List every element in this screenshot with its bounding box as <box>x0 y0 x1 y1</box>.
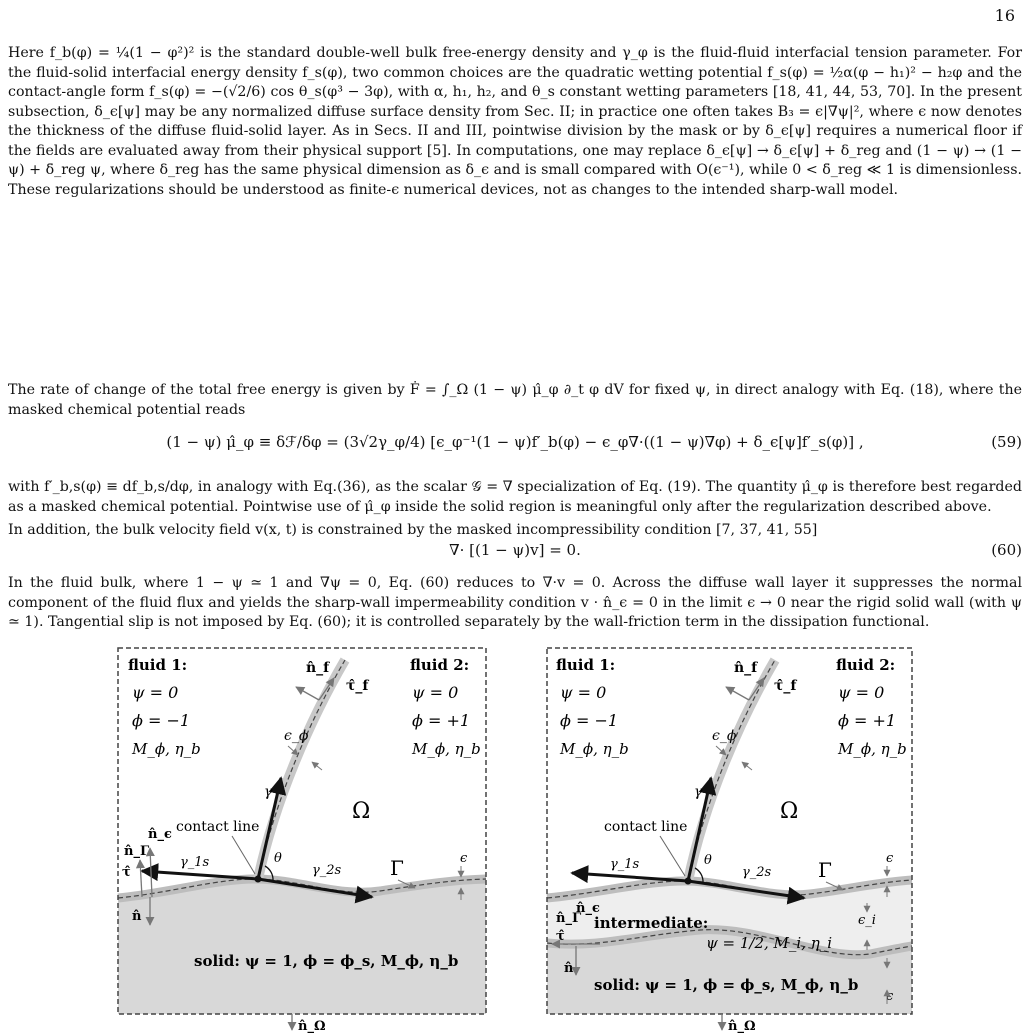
right-eps-label: ϵ <box>886 851 894 866</box>
right-fluid2-psi: ψ = 0 <box>838 683 885 702</box>
left-contact-point <box>255 876 262 883</box>
right-n-label: n̂ <box>564 961 574 976</box>
right-nGamma-label: n̂_Γ <box>556 911 582 926</box>
paragraph-3: with f′_b,s(φ) ≡ df_b,s/dφ, in analogy with Eq.(36), as the scalar 𝒢 = ∇ specialization of Eq. (19). The quantity μ̂_φ is therefore best regarded as a masked chemical potential. Pointwise use of μ̂_φ inside the solid region is meaningful only after the regularization described above. <box>8 479 1022 515</box>
left-theta-label: θ <box>274 851 282 866</box>
left-fluid2-psi: ψ = 0 <box>412 683 459 702</box>
left-contact-line-label: contact line <box>176 819 260 835</box>
right-tf-label: τ̂_f <box>774 678 797 694</box>
right-fluid1-title: fluid 1: <box>556 656 616 674</box>
left-n-label: n̂ <box>132 909 142 924</box>
left-nGamma-label: n̂_Γ <box>124 844 150 859</box>
equation-59-number: (59) <box>991 433 1022 451</box>
left-fluid2-params: M_ϕ, η_b <box>412 740 481 758</box>
left-nf-arrow <box>296 687 319 700</box>
equation-59-content: (1 − ψ) μ̂_φ ≡ δℱ/δφ = (3√2γ_φ/4) [ϵ_φ⁻¹(1 − ψ)f′_b(φ) − ϵ_φ∇·((1 − ψ)∇φ) + δ_ϵ[ψ]f′_s(φ)] , <box>166 433 864 451</box>
right-nf-arrow <box>726 687 749 700</box>
figure <box>0 630 1029 1035</box>
right-Gamma-label: Γ <box>818 858 832 882</box>
right-gamma2s-label: γ_2s <box>742 865 772 880</box>
left-fluid1-params: M_ϕ, η_b <box>132 740 201 758</box>
left-fluid1-phi: ϕ = −1 <box>132 711 191 730</box>
right-eps-phi-label: ϵ_ϕ <box>712 728 737 744</box>
left-solid-label: solid: ψ = 1, ϕ = ϕ_s, M_ϕ, η_b <box>194 952 459 970</box>
right-fluid1-phi: ϕ = −1 <box>560 711 619 730</box>
left-eps-phi-arrow-out <box>312 762 322 770</box>
right-intermediate-label: intermediate: <box>594 914 709 932</box>
right-solid-label: solid: ψ = 1, ϕ = ϕ_s, M_ϕ, η_b <box>594 976 859 994</box>
right-gamma1s-label: γ_1s <box>610 857 640 872</box>
equation-60-content: ∇· [(1 − ψ)v] = 0. <box>449 541 581 559</box>
right-fluid2-phi: ϕ = +1 <box>838 711 897 730</box>
left-nOmega-label: n̂_Ω <box>298 1019 326 1034</box>
right-fluid2-title: fluid 2: <box>836 656 896 674</box>
paragraph-1: Here f_b(φ) = ¼(1 − φ²)² is the standard double-well bulk free-energy density and γ_φ is the fluid-fluid interfacial tension parameter. For the fluid-solid interfacial energy density f_s(φ), two common choices are the quadratic wetting potential f_s(φ) = ½α(φ − h₁)² − h₂φ and the contact-angle form f_s(φ) = −(√2/6) cos θ_s(φ³ − 3φ), with α, h₁, h₂, and θ_s constant wetting parameters [18, 41, 44, 53, 70]. In the present subsection, δ_ϵ[ψ] may be any normalized diffuse surface density from Sec. II; in practice one often takes B₃ = ϵ|∇ψ|², where ϵ now denotes the thickness of the diffuse fluid-solid layer. As in Secs. II and III, pointwise division by the mask or by δ_ϵ[ψ] requires a numerical floor if the fields are evaluated away from their physical support [5]. In computations, one may replace δ_ϵ[ψ] → δ_ϵ[ψ] + δ_reg and (1 − ψ) → (1 − ψ) + δ̄_reg ψ, where δ_reg has the same physical dimension as δ_ϵ and is small compared with O(ϵ⁻¹), while 0 < δ̄_reg ≪ 1 is dimensionless. These regularizations should be understood as finite-ϵ numerical devices, not as changes to the intended sharp-wall model. <box>8 45 1022 198</box>
right-neps-label: n̂_ϵ <box>576 901 600 916</box>
left-neps-label: n̂_ϵ <box>148 827 172 842</box>
equation-60-number: (60) <box>991 541 1022 559</box>
left-gamma1s-arrow <box>142 871 258 879</box>
right-fluid1-psi: ψ = 0 <box>560 683 607 702</box>
left-fluid1-psi: ψ = 0 <box>132 683 179 702</box>
right-contact-point <box>685 878 692 885</box>
left-tau-label: τ̂ <box>122 865 131 880</box>
figure-right-panel <box>547 648 912 1034</box>
left-omega-label: Ω <box>352 799 371 824</box>
left-eps-label: ϵ <box>460 851 468 866</box>
left-interface-band <box>258 660 345 879</box>
left-Gamma-label: Γ <box>390 856 404 880</box>
left-gamma2s-label: γ_2s <box>312 863 342 878</box>
left-eps-phi-label: ϵ_ϕ <box>284 728 309 744</box>
left-fluid1-title: fluid 1: <box>128 656 188 674</box>
figure-left-panel <box>118 648 486 1034</box>
right-fluid1-params: M_ϕ, η_b <box>560 740 629 758</box>
right-nOmega-label: n̂_Ω <box>728 1019 756 1034</box>
left-gamma1s-label: γ_1s <box>180 855 210 870</box>
left-gamma-label: γ <box>264 784 273 800</box>
left-tf-label: τ̂_f <box>346 678 369 694</box>
right-tau-label: τ̂ <box>556 929 565 944</box>
right-contact-line-label: contact line <box>604 819 688 835</box>
page-number: 16 <box>994 6 1015 25</box>
left-nf-label: n̂_f <box>306 660 330 676</box>
right-theta-label: θ <box>704 853 712 868</box>
paragraph-4: In addition, the bulk velocity field v(x, t) is constrained by the masked incompressibility condition [7, 37, 41, 55] <box>8 522 818 538</box>
paragraph-5: In the fluid bulk, where 1 − ψ ≃ 1 and ∇ψ = 0, Eq. (60) reduces to ∇·v = 0. Across the diffuse wall layer it suppresses the normal component of the fluid flux and yields the sharp-wall impermeability condition v · n̂_ϵ = 0 in the limit ϵ → 0 near the rigid solid wall (with ψ ≃ 1). Tangential slip is not imposed by Eq. (60); it is controlled separately by the wall-friction term in the dissipation functional. <box>8 575 1022 630</box>
right-eps-phi-arrow-out <box>742 762 752 770</box>
left-fluid2-phi: ϕ = +1 <box>412 711 471 730</box>
right-intermediate-params: ψ = 1/2, M_i, η_i <box>706 934 833 952</box>
paragraph-2: The rate of change of the total free energy is given by Ḟ = ∫_Ω (1 − ψ) μ̂_φ ∂_t φ dV for fixed ψ, in direct analogy with Eq. (18), where the masked chemical potential reads <box>8 382 1022 418</box>
right-eps-bottom-label: ϵ <box>886 989 894 1004</box>
right-contact-line-leader <box>660 836 685 876</box>
right-omega-label: Ω <box>780 799 799 824</box>
right-eps-i-label: ϵ_i <box>858 913 876 928</box>
right-nf-label: n̂_f <box>734 660 758 676</box>
right-fluid2-params: M_ϕ, η_b <box>838 740 907 758</box>
left-contact-line-leader <box>232 836 255 874</box>
right-interface-band <box>688 660 775 881</box>
left-fluid2-title: fluid 2: <box>410 656 470 674</box>
right-gamma-label: γ <box>694 784 703 800</box>
left-solid-region <box>118 879 486 1014</box>
